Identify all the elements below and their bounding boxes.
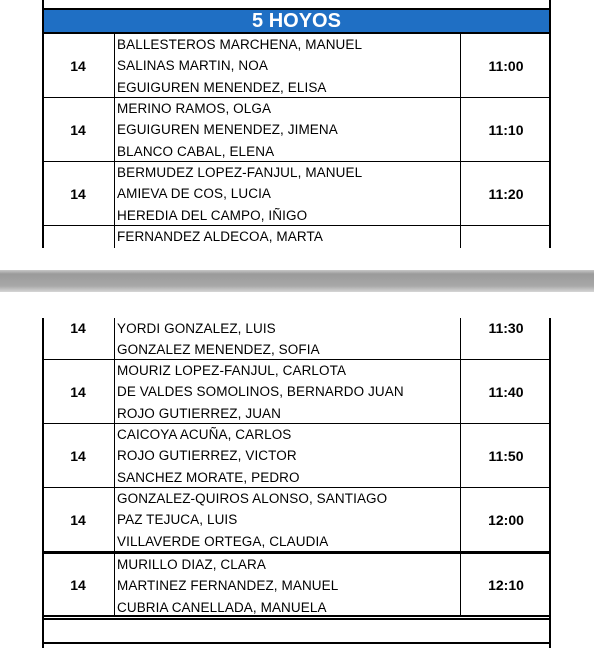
- player-name: VILLAVERDE ORTEGA, CLAUDIA: [117, 533, 329, 549]
- player-name: HEREDIA DEL CAMPO, IÑIGO: [117, 207, 308, 223]
- page-bottom: [42, 318, 551, 648]
- player-name: FERNANDEZ ALDECOA, MARTA: [117, 229, 323, 244]
- table-row-partial: [42, 318, 551, 360]
- player-name: ROJO GUTIERREZ, JUAN: [117, 405, 282, 421]
- player-name: ROJO GUTIERREZ, VICTOR: [117, 448, 297, 464]
- players-cell: [114, 554, 461, 615]
- players-cell: [114, 162, 461, 225]
- players-cell: [114, 226, 461, 248]
- top-strip: [42, 0, 551, 8]
- time-cell: 11:30: [488, 320, 524, 336]
- player-name: EGUIGUREN MENENDEZ, ELISA: [117, 79, 327, 95]
- table-row: [42, 424, 551, 488]
- time-cell-empty: [461, 226, 551, 248]
- player-name: MERINO RAMOS, OLGA: [117, 101, 272, 116]
- page-bottom-content: [42, 318, 551, 648]
- players-cell: [114, 424, 461, 487]
- table-border-left: [42, 318, 44, 648]
- player-name: BLANCO CABAL, ELENA: [117, 143, 275, 159]
- player-name: SALINAS MARTIN, NOA: [117, 58, 268, 74]
- player-name: CUBRIA CANELLADA, MANUELA: [117, 599, 327, 615]
- hoyo-cell: 14: [70, 576, 86, 593]
- table-row: [42, 552, 551, 617]
- empty-footer-row: [42, 618, 551, 644]
- players-cell: [114, 34, 461, 97]
- table-border-right: [549, 318, 551, 648]
- player-name: MARTINEZ FERNANDEZ, MANUEL: [117, 578, 339, 594]
- page-top: [42, 0, 551, 248]
- player-name: CAICOYA ACUÑA, CARLOS: [117, 427, 292, 442]
- player-name: DE VALDES SOMOLINOS, BERNARDO JUAN: [117, 384, 404, 400]
- hoyo-cell: 14: [70, 383, 86, 400]
- page-top-content: [42, 0, 551, 248]
- table-row: [42, 34, 551, 98]
- time-cell: 11:50: [488, 447, 524, 464]
- players-cell: [114, 318, 461, 359]
- player-name: BALLESTEROS MARCHENA, MANUEL: [117, 37, 363, 52]
- player-name: MOURIZ LOPEZ-FANJUL, CARLOTA: [117, 363, 347, 378]
- players-cell: [114, 98, 461, 161]
- player-name: GONZALEZ-QUIROS ALONSO, SANTIAGO: [117, 491, 388, 506]
- hoyo-cell: 14: [70, 511, 86, 528]
- table-border-left: [42, 0, 44, 248]
- table-border-right: [549, 0, 551, 248]
- time-cell: 11:10: [488, 121, 524, 138]
- hoyo-cell: 14: [70, 57, 86, 74]
- table-row-partial: [42, 226, 551, 248]
- player-name: EGUIGUREN MENENDEZ, JIMENA: [117, 122, 338, 138]
- page-break-divider: [0, 270, 594, 292]
- player-name: PAZ TEJUCA, LUIS: [117, 512, 238, 528]
- hoyo-cell: 14: [70, 121, 86, 138]
- time-cell: 11:20: [488, 185, 524, 202]
- hoyo-cell: 14: [70, 320, 86, 336]
- player-name: SANCHEZ MORATE, PEDRO: [117, 469, 300, 485]
- player-name: MURILLO DIAZ, CLARA: [117, 557, 266, 572]
- hoyo-cell: 14: [70, 185, 86, 202]
- table-row: [42, 98, 551, 162]
- player-name: GONZALEZ MENENDEZ, SOFIA: [117, 342, 320, 358]
- player-name: BERMUDEZ LOPEZ-FANJUL, MANUEL: [117, 165, 363, 180]
- time-cell: 12:00: [488, 511, 524, 528]
- players-cell: [114, 488, 461, 551]
- hoyo-cell-empty: [42, 226, 114, 248]
- time-cell: 11:00: [488, 57, 524, 74]
- player-name: YORDI GONZALEZ, LUIS: [117, 321, 276, 336]
- player-name: AMIEVA DE COS, LUCIA: [117, 186, 272, 202]
- table-row: [42, 488, 551, 552]
- time-cell: 12:10: [488, 576, 524, 593]
- hoyo-cell: 14: [70, 447, 86, 464]
- section-header: 5 HOYOS: [42, 8, 551, 34]
- table-row: [42, 360, 551, 424]
- table-row: [42, 162, 551, 226]
- players-cell: [114, 360, 461, 423]
- time-cell: 11:40: [488, 383, 524, 400]
